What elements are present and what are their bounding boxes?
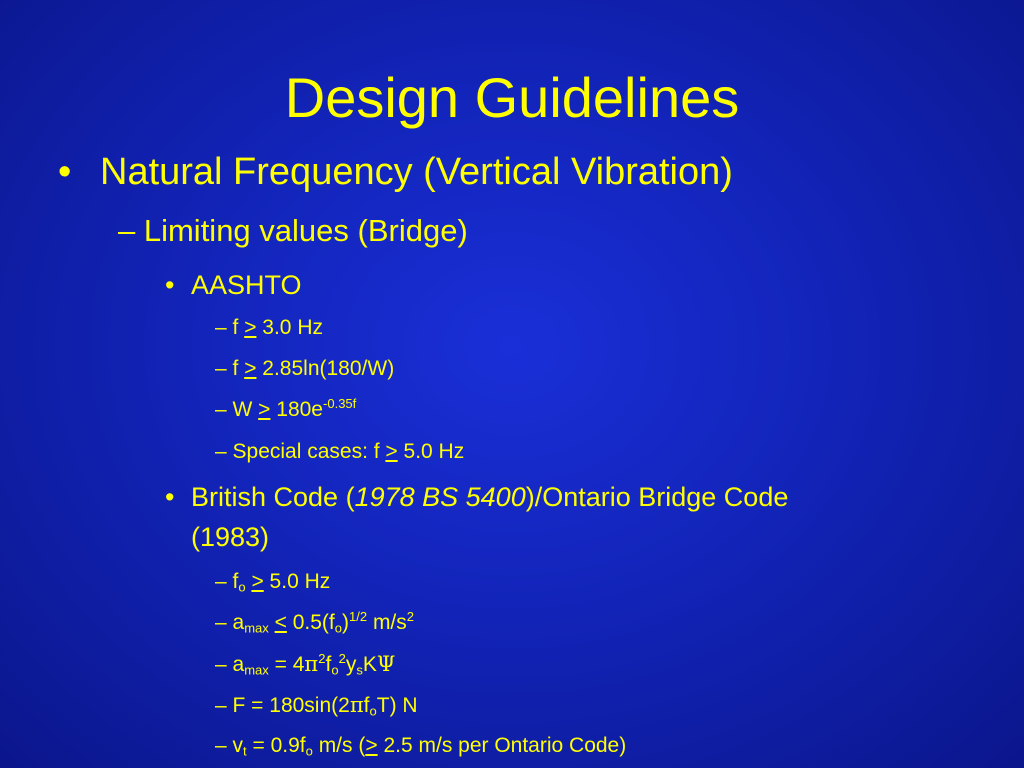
- item-text: f: [325, 653, 332, 676]
- item-text: 2.85ln(180/W): [256, 357, 395, 380]
- bullet-text: Natural Frequency (Vertical Vibration): [100, 151, 733, 193]
- le-symbol: <: [274, 611, 287, 634]
- exponent: -0.35f: [323, 396, 357, 412]
- exponent: 2: [318, 651, 326, 667]
- item-text: 180e: [270, 398, 323, 421]
- item-text: – F = 180sin(2: [215, 694, 350, 717]
- aashto-item-w: [215, 396, 356, 424]
- sub-bullet-limiting-values: – Limiting values (Bridge): [118, 213, 468, 248]
- item-text: T) N: [376, 694, 418, 717]
- item-text: f: [363, 694, 370, 717]
- item-text: K: [362, 653, 377, 676]
- bullet-text: )/Ontario Bridge Code: [525, 482, 789, 512]
- ge-symbol: >: [244, 357, 257, 380]
- bullet-icon: •: [165, 270, 175, 300]
- subscript: max: [244, 662, 269, 678]
- item-text: – a: [215, 653, 245, 676]
- item-text: y: [345, 653, 357, 676]
- bullet-icon: •: [58, 151, 72, 193]
- item-text: 2.5 m/s per Ontario Code): [377, 734, 627, 757]
- bullet-natural-frequency: [58, 148, 733, 196]
- british-item-vt: [215, 732, 626, 760]
- aashto-item-f-3hz: [215, 314, 323, 342]
- item-text: 5.0 Hz: [263, 570, 331, 593]
- british-code-continuation: (1983): [191, 522, 270, 552]
- item-text: – v: [215, 734, 244, 757]
- aashto-item-f-ln: [215, 355, 394, 383]
- subscript: o: [334, 620, 343, 636]
- slide-title: Design Guidelines: [284, 66, 740, 129]
- ge-symbol: >: [244, 316, 257, 339]
- item-text: – f: [215, 570, 239, 593]
- pi-symbol: π: [349, 693, 364, 717]
- ge-symbol: >: [385, 440, 398, 463]
- item-text: 5.0 Hz: [397, 440, 465, 463]
- item-text: ): [342, 611, 350, 634]
- item-text: – Special cases: f: [215, 440, 386, 463]
- exponent: 2: [406, 609, 415, 625]
- subscript: o: [369, 703, 377, 719]
- bullet-icon: •: [165, 482, 175, 512]
- item-text: m/s: [367, 611, 407, 634]
- item-text: 0.5(f: [286, 611, 335, 634]
- british-item-amax-limit: [215, 609, 414, 637]
- ge-symbol: >: [365, 734, 378, 757]
- item-text: 3.0 Hz: [256, 316, 323, 339]
- psi-symbol: Ψ: [376, 652, 396, 676]
- subscript: s: [356, 662, 363, 678]
- ge-symbol: >: [258, 398, 271, 421]
- british-item-fo: [215, 568, 330, 596]
- exponent: 1/2: [349, 609, 368, 625]
- subscript: o: [331, 662, 339, 678]
- subscript: o: [238, 579, 246, 595]
- aashto-item-special-cases: [215, 438, 464, 466]
- bullet-text: British Code (: [191, 482, 355, 512]
- bullet-aashto: [165, 267, 302, 303]
- bullet-text: AASHTO: [191, 270, 302, 300]
- british-item-amax-formula: [215, 650, 395, 679]
- subscript: t: [243, 743, 247, 759]
- item-text: – W: [215, 398, 259, 421]
- item-text: – a: [215, 611, 245, 634]
- bullet-text-italic: 1978 BS 5400: [354, 482, 526, 512]
- bullet-british-code: [165, 479, 788, 515]
- item-text: m/s (: [312, 734, 366, 757]
- item-text: = 0.9f: [246, 734, 306, 757]
- exponent: 2: [338, 651, 346, 667]
- british-item-force: [215, 691, 418, 720]
- ge-symbol: >: [251, 570, 264, 593]
- pi-symbol: π: [304, 652, 319, 676]
- subscript: max: [244, 620, 269, 636]
- item-text: – f: [215, 357, 245, 380]
- item-text: = 4: [268, 653, 305, 676]
- item-text: – f: [215, 316, 245, 339]
- subscript: o: [305, 743, 313, 759]
